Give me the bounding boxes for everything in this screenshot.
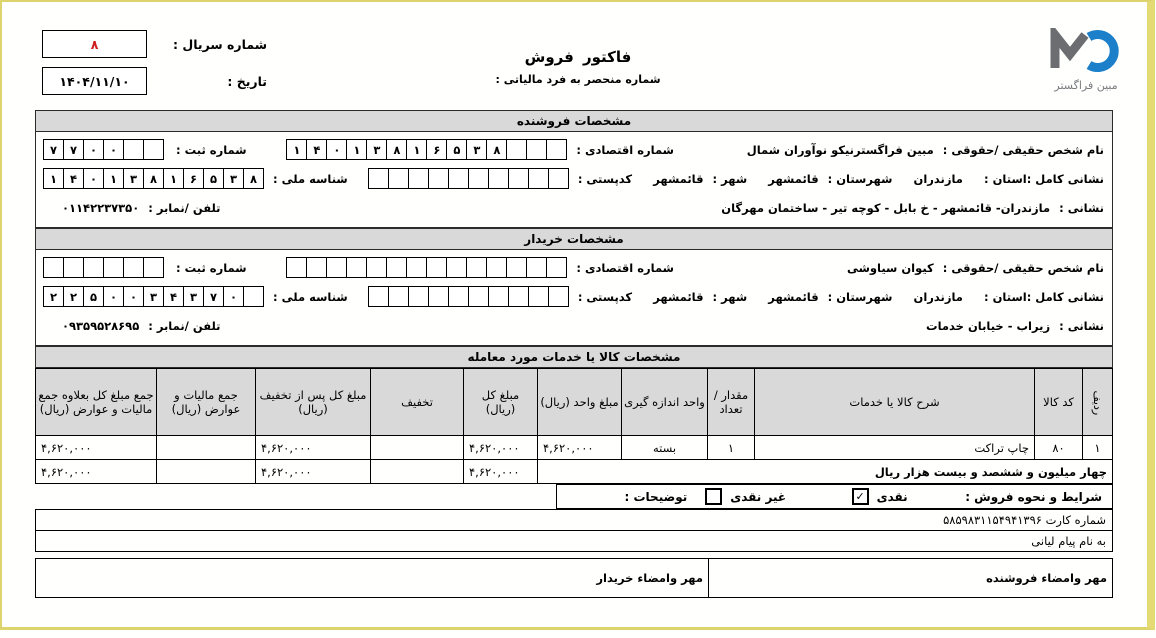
col-quantity: مقدار / تعداد [708, 369, 755, 436]
col-item-code: کد کالا [1035, 369, 1083, 436]
col-row-number: ردیف [1083, 369, 1113, 436]
seller-postal-boxes [369, 168, 569, 189]
cash-checkbox[interactable]: ✓ [852, 488, 869, 505]
buyer-postal-label: کدپستی : [577, 289, 633, 304]
digit-box [326, 257, 347, 278]
seller-phone-label: تلفن /نمابر : [148, 200, 221, 215]
digit-box [508, 286, 529, 307]
buyer-economic-label: شماره اقتصادی : [576, 260, 674, 275]
digit-box: ۵ [446, 139, 467, 160]
seller-national-id-boxes [44, 168, 264, 189]
col-unit: واحد اندازه گیری [622, 369, 708, 436]
buyer-registration-label: شماره ثبت : [176, 260, 247, 275]
digit-box [123, 139, 144, 160]
digit-box [446, 257, 467, 278]
digit-box [488, 286, 509, 307]
seller-city: قائمشهر [653, 171, 704, 186]
item-row [36, 436, 1113, 460]
item-quantity: ۱ [708, 436, 755, 460]
seller-registration-boxes [44, 139, 164, 160]
card-holder-row: به نام پیام لیانی [35, 531, 1113, 552]
digit-box: ۳ [143, 286, 164, 307]
item-description: چاپ تراکت [755, 436, 1035, 460]
buyer-national-id-boxes [44, 286, 264, 307]
digit-box: ۴ [63, 168, 84, 189]
items-section-header: مشخصات کالا یا خدمات مورد معامله [35, 346, 1113, 368]
seller-economic-boxes [287, 139, 567, 160]
digit-box [528, 286, 549, 307]
digit-box: ۰ [223, 286, 244, 307]
digit-box [528, 168, 549, 189]
seller-phone: ۰۱۱۴۲۲۳۷۳۵۰ [62, 200, 140, 215]
digit-box [408, 168, 429, 189]
digit-box: ۳ [123, 168, 144, 189]
item-tax-sum [157, 436, 256, 460]
buyer-name-value: کیوان سیاوشی [846, 260, 934, 275]
card-number-row: شماره کارت ۵۸۵۹۸۳۱۱۵۴۹۴۱۳۹۶ [35, 509, 1113, 531]
seller-section-header: مشخصات فروشنده [35, 110, 1113, 132]
digit-box: ۳ [223, 168, 244, 189]
col-total: مبلغ کل (ریال) [464, 369, 538, 436]
digit-box [143, 257, 164, 278]
item-unit: بسته [622, 436, 708, 460]
digit-box [506, 257, 527, 278]
seller-economic-group [293, 139, 674, 160]
digit-box [388, 286, 409, 307]
buyer-row-3 [44, 311, 1104, 340]
item-total-after-discount: ۴,۶۲۰,۰۰۰ [256, 436, 371, 460]
digit-box: ۶ [426, 139, 447, 160]
col-tax-sum: جمع مالیات و عوارض (ریال) [157, 369, 256, 436]
company-logo [1040, 28, 1132, 92]
item-discount [371, 436, 464, 460]
buyer-economic-boxes [287, 257, 567, 278]
digit-box [488, 168, 509, 189]
mo-logo-icon [1047, 28, 1125, 74]
tax-unique-number-label: شماره منحصر به فرد مالیاتی : [495, 73, 661, 86]
seller-row-2 [44, 164, 1104, 193]
date-value-box: ۱۴۰۴/۱۱/۱۰ [42, 67, 147, 95]
digit-box: ۱ [163, 168, 184, 189]
digit-box: ۳ [466, 139, 487, 160]
buyer-signature-cell: مهر وامضاء خریدار [35, 558, 708, 598]
buyer-county-label: شهرستان : [827, 289, 893, 304]
digit-box: ۲ [43, 286, 64, 307]
seller-row-3 [44, 193, 1104, 222]
digit-box [346, 257, 367, 278]
seller-county: قائمشهر [768, 171, 819, 186]
buyer-city-label: شهر : [712, 289, 748, 304]
buyer-phone: ۰۹۳۵۹۵۲۸۶۹۵ [62, 318, 140, 333]
digit-box [448, 168, 469, 189]
non-cash-checkbox[interactable] [705, 488, 722, 505]
digit-box [548, 286, 569, 307]
digit-box [368, 168, 389, 189]
digit-box [83, 257, 104, 278]
digit-box [408, 286, 429, 307]
seller-name-value: مبین فراگسترنیکو نوآوران شمال [746, 142, 934, 157]
item-code: ۸۰ [1035, 436, 1083, 460]
buyer-registration-boxes [44, 257, 164, 278]
totals-after-discount: ۴,۶۲۰,۰۰۰ [256, 460, 371, 484]
totals-discount [371, 460, 464, 484]
digit-box [506, 139, 527, 160]
digit-box: ۴ [163, 286, 184, 307]
digit-box [123, 257, 144, 278]
digit-box: ۵ [203, 168, 224, 189]
col-unit-price: مبلغ واحد (ریال) [538, 369, 622, 436]
buyer-address-label: نشانی : [1059, 318, 1104, 333]
item-total: ۴,۶۲۰,۰۰۰ [464, 436, 538, 460]
buyer-section-header: مشخصات خریدار [35, 228, 1113, 250]
cash-label: نقدی [876, 489, 908, 504]
digit-box: ۰ [83, 139, 104, 160]
digit-box [428, 168, 449, 189]
digit-box: ۲ [63, 286, 84, 307]
digit-box: ۰ [326, 139, 347, 160]
page-title: فاکتور فروش [524, 48, 632, 66]
digit-box: ۳ [366, 139, 387, 160]
digit-box [43, 257, 64, 278]
digit-box: ۶ [183, 168, 204, 189]
date-label: تاریخ : [227, 73, 267, 89]
seller-registration-label: شماره ثبت : [176, 142, 247, 157]
buyer-county: قائمشهر [768, 289, 819, 304]
digit-box: ۳ [183, 286, 204, 307]
digit-box: ۱ [43, 168, 64, 189]
seller-county-label: شهرستان : [827, 171, 893, 186]
digit-box [243, 286, 264, 307]
seller-national-id-label: شناسه ملی : [273, 171, 348, 186]
digit-box: ۸ [243, 168, 264, 189]
buyer-postal-boxes [369, 286, 569, 307]
digit-box: ۸ [143, 168, 164, 189]
digit-box: ۷ [43, 139, 64, 160]
buyer-address: زیراب - خیابان خدمات [926, 318, 1051, 333]
digit-box [306, 257, 327, 278]
digit-box: ۰ [103, 139, 124, 160]
serial-label: شماره سریال : [173, 36, 267, 52]
digit-box [386, 257, 407, 278]
totals-total: ۴,۶۲۰,۰۰۰ [464, 460, 538, 484]
digit-box [508, 168, 529, 189]
digit-box: ۷ [203, 286, 224, 307]
digit-box [143, 139, 164, 160]
digit-box [448, 286, 469, 307]
totals-grand: ۴,۶۲۰,۰۰۰ [36, 460, 157, 484]
digit-box: ۱ [346, 139, 367, 160]
seller-full-address-label: نشانی کامل :استان : [984, 171, 1104, 186]
digit-box: ۸ [486, 139, 507, 160]
digit-box: ۷ [63, 139, 84, 160]
digit-box [546, 257, 567, 278]
title-block [0, 48, 1156, 86]
signatures-row [35, 558, 1113, 598]
seller-economic-label: شماره اقتصادی : [576, 142, 674, 157]
digit-box: ۱ [286, 139, 307, 160]
col-total-after-discount: مبلغ کل پس از تخفیف (ریال) [256, 369, 371, 436]
seller-postal-label: کدپستی : [577, 171, 633, 186]
col-grand-total: جمع مبلغ کل بعلاوه جمع مالیات و عوارض (ریال) [36, 369, 157, 436]
digit-box: ۴ [306, 139, 327, 160]
buyer-national-id-label: شناسه ملی : [273, 289, 348, 304]
digit-box [548, 168, 569, 189]
digit-box [426, 257, 447, 278]
serial-value-box: ۸ [42, 30, 147, 58]
amount-in-words: چهار میلیون و ششصد و بیست هزار ریال [538, 460, 1113, 484]
digit-box [388, 168, 409, 189]
buyer-city: قائمشهر [653, 289, 704, 304]
seller-details [35, 132, 1113, 228]
items-table [35, 368, 1113, 484]
buyer-row-2 [44, 282, 1104, 311]
seller-province: مازندران [913, 171, 963, 186]
buyer-name-label: نام شخص حقیقی /حقوقی : [942, 260, 1104, 275]
digit-box [468, 286, 489, 307]
digit-box [466, 257, 487, 278]
digit-box [468, 168, 489, 189]
seller-row-1 [44, 135, 1104, 164]
buyer-row-1 [44, 253, 1104, 282]
buyer-economic-group [306, 257, 674, 278]
buyer-full-address-label: نشانی کامل :استان : [984, 289, 1104, 304]
digit-box [486, 257, 507, 278]
buyer-province: مازندران [913, 289, 963, 304]
digit-box [406, 257, 427, 278]
digit-box [366, 257, 387, 278]
totals-row [36, 460, 1113, 484]
item-row-number: ۱ [1083, 436, 1113, 460]
item-grand-total: ۴,۶۲۰,۰۰۰ [36, 436, 157, 460]
seller-address-label: نشانی : [1059, 200, 1104, 215]
digit-box [546, 139, 567, 160]
non-cash-label: غیر نقدی [730, 489, 787, 504]
sale-terms-row [556, 484, 1113, 509]
seller-name-group [674, 143, 1104, 157]
digit-box: ۵ [83, 286, 104, 307]
seller-city-label: شهر : [712, 171, 748, 186]
invoice-body [35, 110, 1113, 598]
digit-box [368, 286, 389, 307]
col-description: شرح کالا یا خدمات [755, 369, 1035, 436]
digit-box: ۸ [386, 139, 407, 160]
digit-box: ۰ [83, 168, 104, 189]
seller-name-label: نام شخص حقیقی /حقوقی : [942, 142, 1104, 157]
item-unit-price: ۴,۶۲۰,۰۰۰ [538, 436, 622, 460]
digit-box [526, 139, 547, 160]
buyer-details [35, 250, 1113, 346]
seller-registration-group [44, 139, 306, 160]
seller-address: مازندران- قائمشهر - خ بابل - کوچه تیر - ساختمان مهرگان [721, 200, 1051, 215]
digit-box: ۰ [123, 286, 144, 307]
digit-box: ۱ [406, 139, 427, 160]
col-discount: تخفیف [371, 369, 464, 436]
notes-label: توضیحات : [624, 489, 688, 504]
digit-box [103, 257, 124, 278]
digit-box [526, 257, 547, 278]
totals-tax [157, 460, 256, 484]
items-header-row [36, 369, 1113, 436]
sale-terms-label: شرایط و نحوه فروش : [965, 489, 1102, 504]
seller-signature-cell: مهر وامضاء فروشنده [708, 558, 1113, 598]
digit-box [63, 257, 84, 278]
buyer-registration-group [44, 257, 306, 278]
digit-box [428, 286, 449, 307]
buyer-phone-label: تلفن /نمابر : [148, 318, 221, 333]
digit-box: ۰ [103, 286, 124, 307]
logo-text: مبین فراگستر [1054, 79, 1118, 92]
buyer-name-group [674, 261, 1104, 275]
digit-box: ۱ [103, 168, 124, 189]
